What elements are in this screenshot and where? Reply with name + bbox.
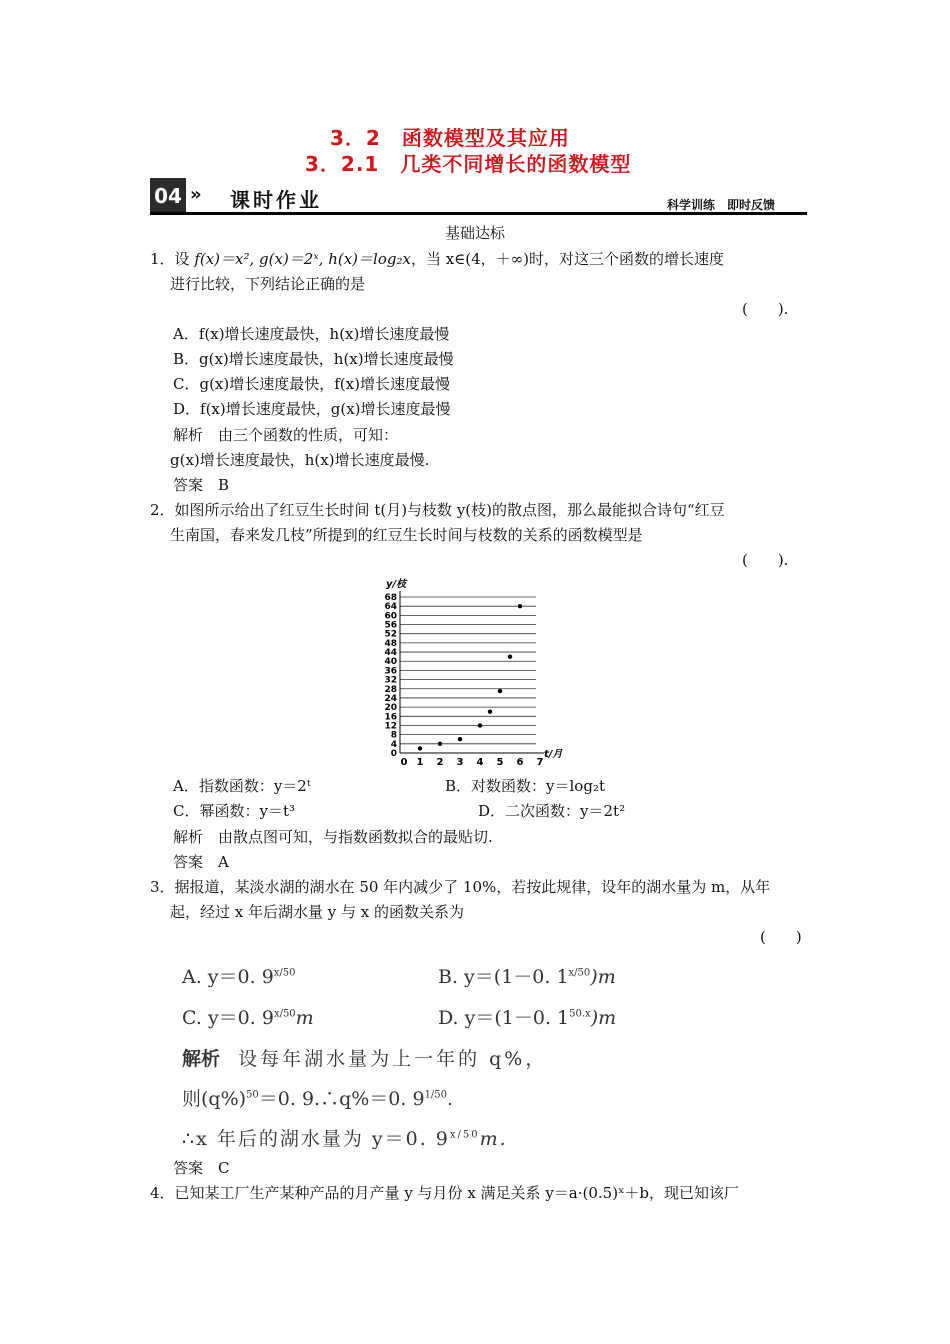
q3-stem-line1: 3．据报道，某淡水湖的湖水在 50 年内减少了 10%，若按此规律，设年的湖水量为 m，从年 [150,878,771,896]
y-tick-label: 12 [384,721,397,732]
y-tick-label: 32 [384,675,397,686]
x-tick-label: 2 [436,757,444,768]
q1-answer-blank: ( ). [742,300,789,318]
q1-option-a: A．f(x)增长速度最快，h(x)增长速度最慢 [173,325,450,343]
y-tick-label: 48 [384,638,397,649]
y-tick-label: 0 [390,749,397,759]
banner-rule-thick [150,212,807,215]
subsection-title: 3．2.1 几类不同增长的函数模型 [305,152,632,176]
y-tick-label: 24 [384,693,397,704]
data-point [418,746,422,750]
x-tick-label: 0 [400,757,408,768]
y-tick-label: 28 [384,684,397,695]
data-point [498,689,502,693]
q3-analysis-line3: ∴x 年后的湖水量为 y＝0. $9^{x/50}m$. [182,1128,508,1150]
banner-title: 课时作业 [230,188,322,212]
y-tick-label: 68 [384,593,397,603]
y-tick-label: 40 [384,657,397,668]
q2-stem-line2: 生南国，春来发几枝”所提到的红豆生长时间与枝数的关系的函数模型是 [170,526,643,544]
q2-option-b: B．对数函数：y＝log₂t [445,777,605,795]
y-tick-label: 64 [384,602,397,613]
q2-analysis: 解析 由散点图可知，与指数函数拟合的最贴切. [173,828,493,846]
y-tick-label: 16 [384,712,397,723]
q3-answer-blank: ( ) [760,928,802,946]
x-tick-label: 1 [416,757,424,768]
q1-option-d: D．f(x)增长速度最快，g(x)增长速度最慢 [173,400,451,418]
x-tick-label: 5 [496,757,504,768]
q2-option-c: C．幂函数：y＝t³ [173,802,295,820]
data-point [478,723,482,727]
q1-analysis-line1: 解析 由三个函数的性质，可知： [173,426,399,444]
q1-formula: f(x)＝x², g(x)＝2ˣ, h(x)＝log₂x [194,250,411,268]
q3-analysis-line1: 解析 设每年湖水量为上一年的 q%， [182,1048,548,1070]
y-tick-label: 36 [384,666,397,677]
q1-option-b: B．g(x)增长速度最快，h(x)增长速度最慢 [173,350,454,368]
y-tick-label: 8 [390,730,397,741]
y-tick-label: 20 [384,703,397,714]
section-label: 基础达标 [445,224,506,242]
banner-number: 04 [150,178,186,214]
data-point [438,742,442,746]
q3-option-d: D. y＝(1－0. $1^{50.x})m$ [438,1007,617,1029]
y-tick-label: 52 [384,629,397,640]
q3-option-b: B. y＝(1－0. $1^{x/50})m$ [438,966,616,988]
q2-answer-blank: ( ). [742,551,789,569]
banner-arrow: » [190,184,202,205]
q3-answer: 答案 C [173,1159,230,1177]
q3-stem-line2: 起，经过 x 年后湖水量 y 与 x 的函数关系为 [170,903,465,921]
q3-option-a: A. y＝0. $9^{x/50}$ [182,966,296,988]
q3-option-c: C. y＝0. $9^{x/50}m$ [182,1007,314,1029]
x-tick-label: 3 [456,757,464,768]
section-title: 3．2 函数模型及其应用 [330,126,570,150]
data-point [488,710,492,714]
x-tick-label: 7 [536,757,544,768]
data-point [458,737,462,741]
q1-option-c: C．g(x)增长速度最快，f(x)增长速度最慢 [173,375,450,393]
y-tick-label: 56 [384,620,397,631]
q1-analysis-line2: g(x)增长速度最快，h(x)增长速度最慢. [170,451,430,469]
data-point [508,654,512,658]
x-tick-label: 4 [476,757,484,768]
y-tick-label: 60 [384,611,397,622]
q2-option-d: D．二次函数：y＝2t² [478,802,626,820]
q4-stem-line1: 4．已知某工厂生产某种产品的月产量 y 与月份 x 满足关系 y＝a·(0.5)ˣ＋b，现已知该厂 [150,1184,740,1202]
q2-stem-line1: 2．如图所示给出了红豆生长时间 t(月)与枝数 y(枝)的散点图，那么最能拟合诗句“红豆 [150,501,725,519]
q1-answer: 答案 B [173,476,230,494]
y-tick-label: 4 [390,739,397,750]
banner-right-text: 科学训练 即时反馈 [667,198,776,212]
data-point [518,604,522,608]
q3-analysis-line2: 则$(q\%)^{50}=0$. 9.∴q%＝0. $9^{1/50}$. [182,1088,454,1110]
q2-option-a: A．指数函数：y＝2ᵗ [173,777,311,795]
q2-answer: 答案 A [173,853,229,871]
x-axis-label: t/月 [544,749,563,760]
q1-stem-line2: 进行比较，下列结论正确的是 [170,275,366,293]
scatter-chart [370,575,570,770]
y-axis-label: y/枝 [386,579,407,590]
q1-stem-line1: 1．设 f(x)＝x², g(x)＝2ˣ, h(x)＝log₂x，当 x∈(4，＋∞)时，对这三个函数的增长速度 [150,250,725,268]
y-tick-label: 44 [384,648,397,659]
x-tick-label: 6 [516,757,524,768]
